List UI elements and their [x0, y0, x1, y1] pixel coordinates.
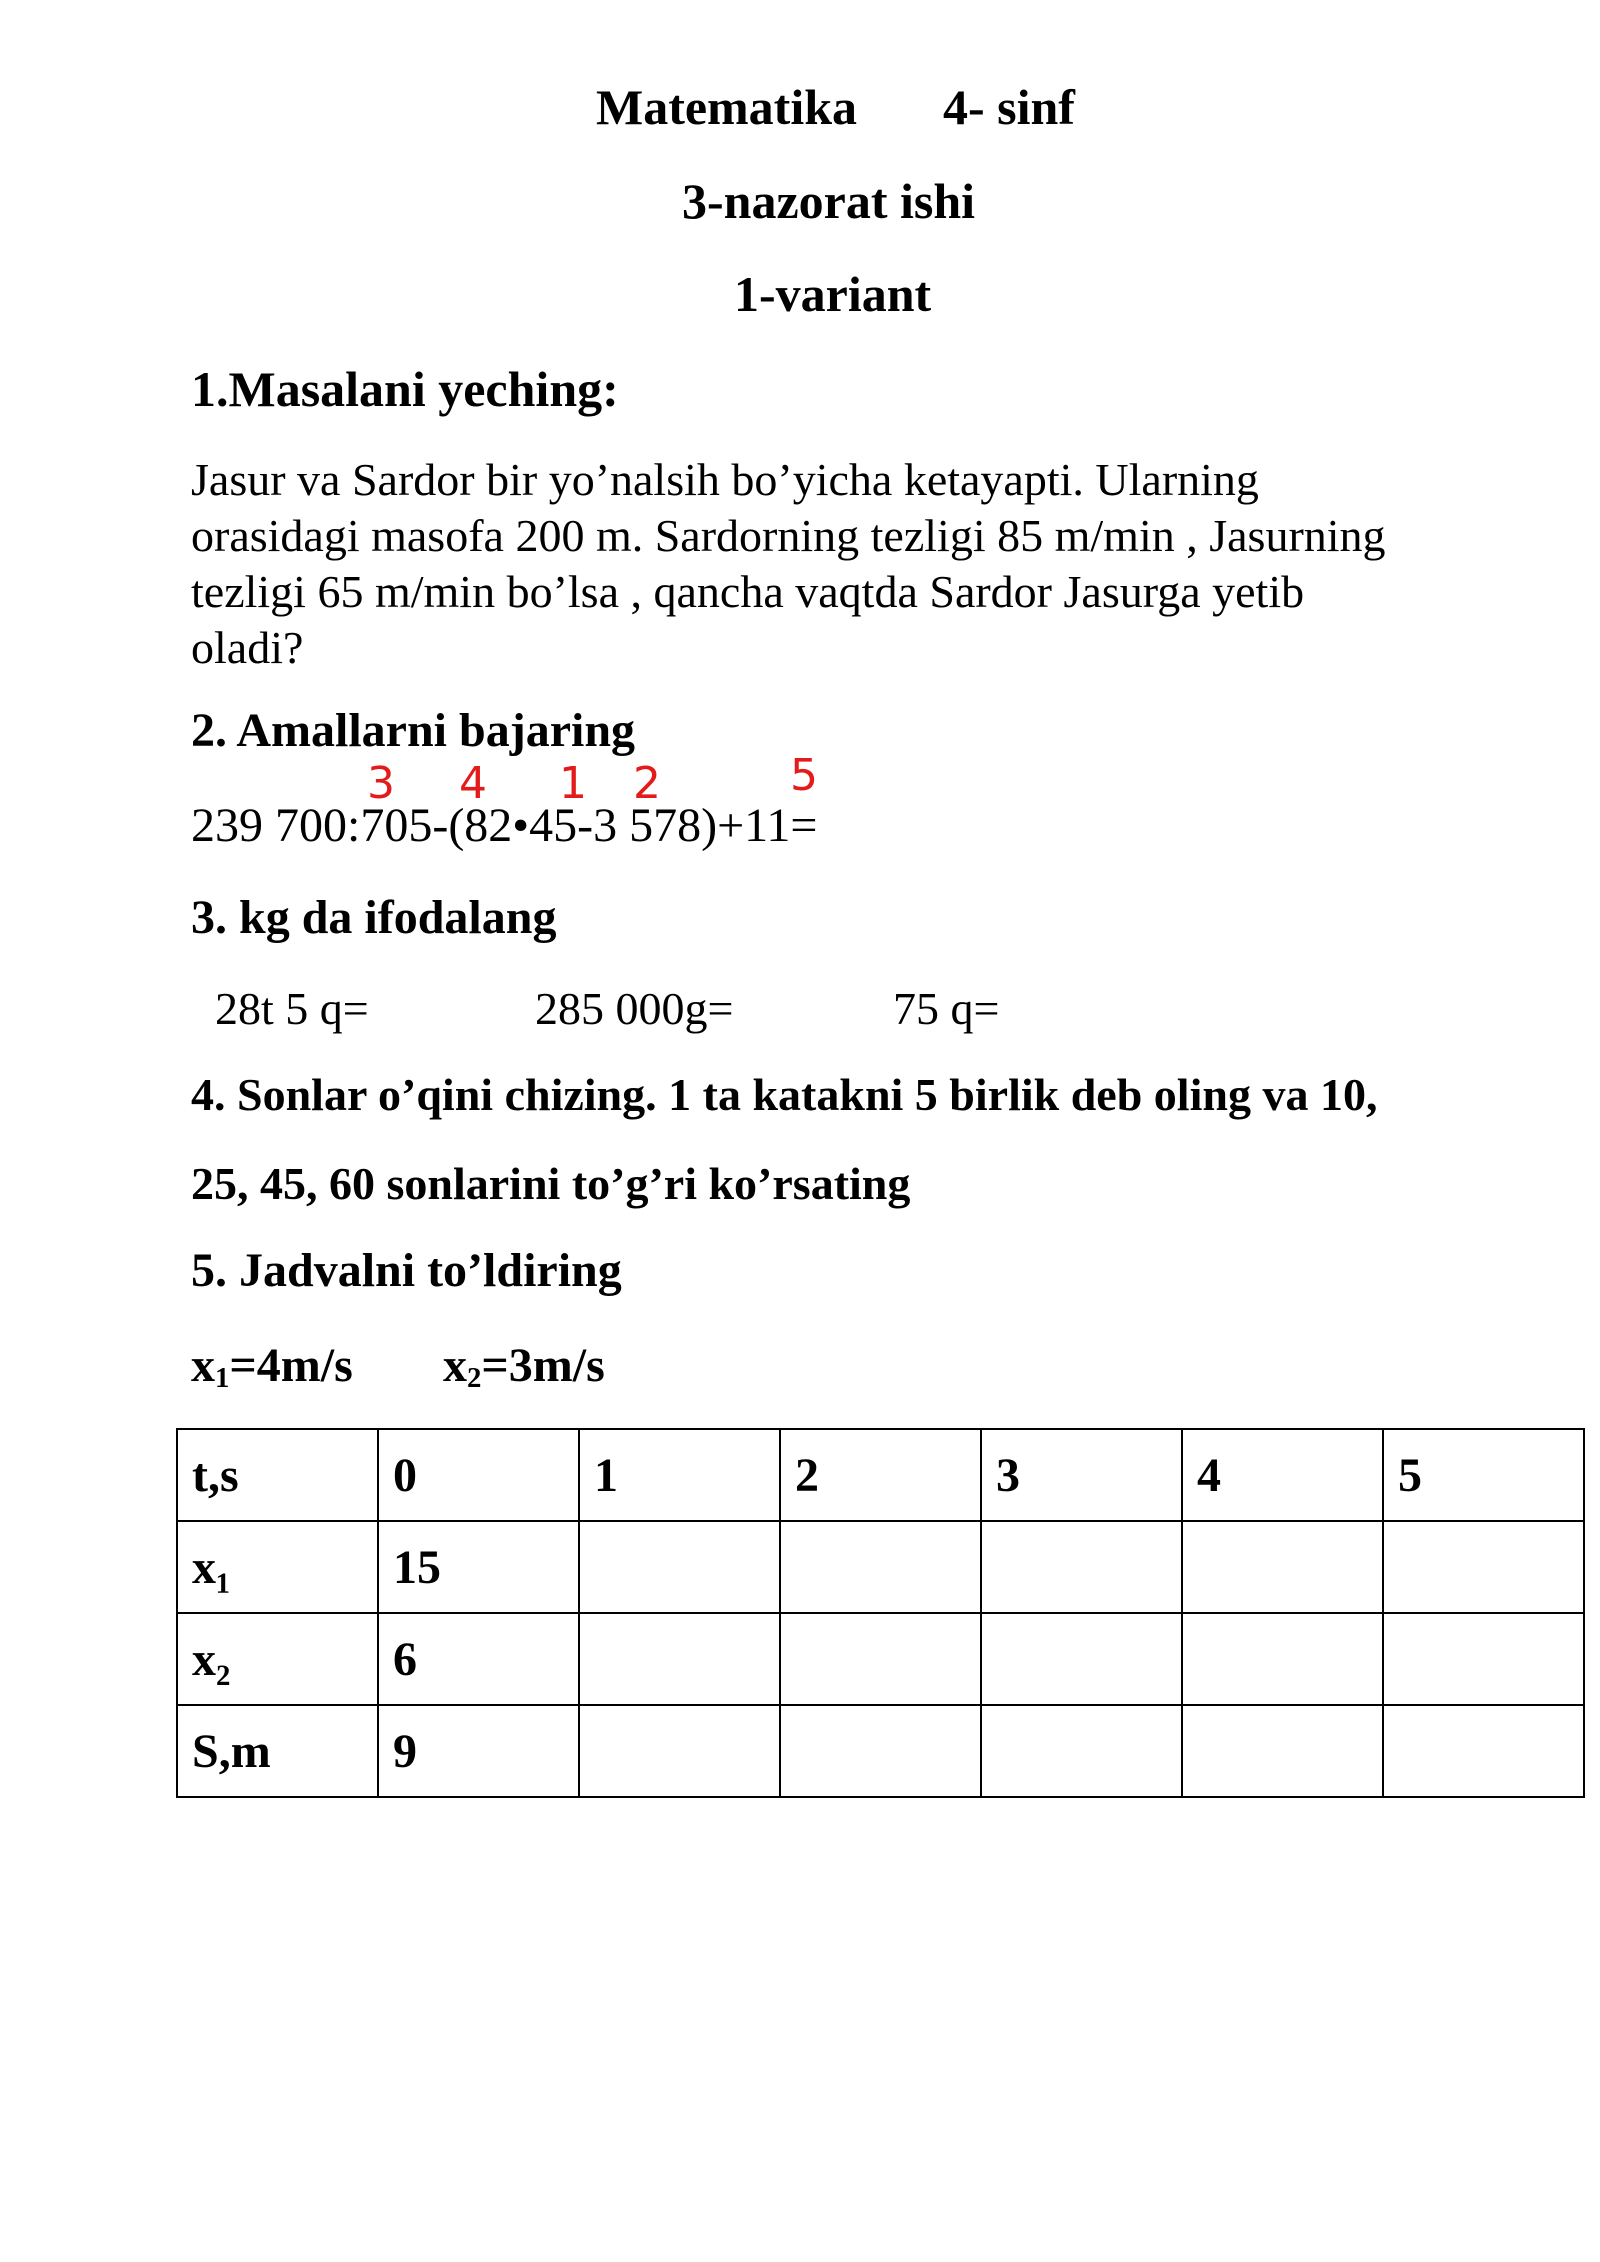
table-row — [177, 1705, 1584, 1797]
task2-title: 2. Amallarni bajaring — [191, 704, 636, 757]
table-cell: S,m — [177, 1705, 378, 1797]
table-cell: 1 — [579, 1429, 780, 1521]
table-cell — [579, 1521, 780, 1613]
table-cell: x₁ — [177, 1521, 378, 1613]
order-mark-5: 5 — [790, 750, 818, 801]
variant-title: 1-variant — [734, 266, 932, 322]
velocity-1 — [191, 1338, 353, 1393]
velocity-2 — [443, 1338, 605, 1393]
task1-line-1: Jasur va Sardor bir yo’nalsih bo’yicha ketayapti. Ularning — [191, 454, 1259, 505]
table-cell — [1383, 1705, 1584, 1797]
table-cell: t,s — [177, 1429, 378, 1521]
velocity-2-value: =3m/s — [481, 1339, 605, 1392]
table-row — [177, 1429, 1584, 1521]
velocity-2-var: x — [443, 1339, 467, 1392]
grade-title: 4- sinf — [943, 79, 1075, 135]
order-mark-3: 1 — [559, 758, 587, 809]
table-cell — [1383, 1521, 1584, 1613]
table-row — [177, 1521, 1584, 1613]
table-cell: 15 — [378, 1521, 579, 1613]
test-title: 3-nazorat ishi — [682, 173, 976, 229]
table-cell — [981, 1613, 1182, 1705]
motion-table — [176, 1428, 1585, 1798]
order-mark-4: 2 — [633, 758, 661, 809]
table-cell: 4 — [1182, 1429, 1383, 1521]
task1-line-3: tezligi 65 m/min bo’lsa , qancha vaqtda Sardor Jasurga yetib — [191, 566, 1305, 617]
task1-line-2: orasidagi masofa 200 m. Sardorning tezligi 85 m/min , Jasurning — [191, 510, 1386, 561]
table-row — [177, 1613, 1584, 1705]
table-cell: 9 — [378, 1705, 579, 1797]
table-cell — [981, 1521, 1182, 1613]
task3-item-1: 28t 5 q= — [215, 983, 369, 1034]
table-cell — [981, 1705, 1182, 1797]
task2-expression: 239 700:705-(82•45-3 578)+11= — [191, 799, 818, 852]
velocity-1-value: =4m/s — [229, 1339, 353, 1392]
table-cell — [780, 1521, 981, 1613]
table-cell: 6 — [378, 1613, 579, 1705]
task1-line-4: oladi? — [191, 622, 304, 673]
task3-item-2: 285 000g= — [535, 983, 734, 1034]
task3-title: 3. kg da ifodalang — [191, 891, 557, 944]
task4-line-1: 4. Sonlar o’qini chizing. 1 ta katakni 5 birlik deb oling va 10, — [191, 1069, 1378, 1120]
table-cell — [780, 1613, 981, 1705]
order-mark-1: 3 — [367, 758, 395, 809]
table-cell: x₂ — [177, 1613, 378, 1705]
table-cell — [780, 1705, 981, 1797]
table-cell: 5 — [1383, 1429, 1584, 1521]
task4-line-2: 25, 45, 60 sonlarini to’g’ri ko’rsating — [191, 1158, 911, 1209]
table-cell — [579, 1705, 780, 1797]
table-cell — [1182, 1521, 1383, 1613]
task3-item-3: 75 q= — [893, 983, 1000, 1034]
table-cell — [1182, 1705, 1383, 1797]
subject-title: Matematika — [596, 79, 858, 135]
table-cell: 0 — [378, 1429, 579, 1521]
velocity-1-var: x — [191, 1339, 215, 1392]
task1-title: 1.Masalani yeching: — [191, 361, 619, 417]
table-cell — [1182, 1613, 1383, 1705]
table-cell — [1383, 1613, 1584, 1705]
velocity-2-sub: 2 — [467, 1362, 482, 1394]
table-cell: 2 — [780, 1429, 981, 1521]
task5-title: 5. Jadvalni to’ldiring — [191, 1244, 622, 1297]
order-mark-2: 4 — [459, 758, 487, 809]
table-cell: 3 — [981, 1429, 1182, 1521]
velocity-1-sub: 1 — [215, 1362, 230, 1394]
table-cell — [579, 1613, 780, 1705]
